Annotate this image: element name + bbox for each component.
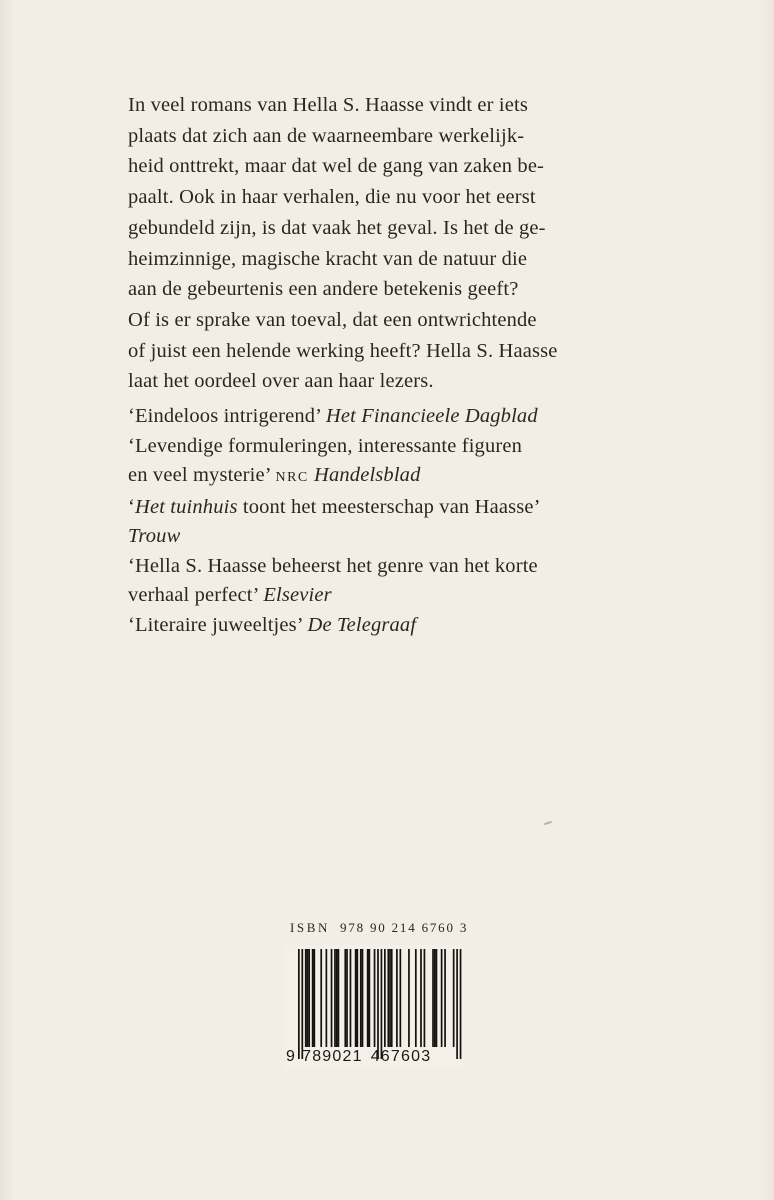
blurb-line: of juist een helende werking heeft? Hella S. Haasse <box>128 339 558 362</box>
barcode-bar <box>420 949 422 1047</box>
barcode-bar <box>434 949 436 1047</box>
barcode-bar <box>453 949 455 1047</box>
quote-text: ‘Literaire juweeltjes’ <box>128 613 303 636</box>
barcode-guard-bar <box>460 949 462 1059</box>
barcode-bar <box>312 949 314 1047</box>
blurb-line: heimzinnige, magische kracht van de natuur die <box>128 247 528 270</box>
press-quote-continued <box>128 461 648 493</box>
press-quote <box>128 493 648 523</box>
barcode-bar <box>360 949 362 1047</box>
press-quote <box>128 432 648 462</box>
barcode-bar <box>436 949 438 1047</box>
barcode-bar <box>387 949 389 1047</box>
barcode-guard-bar <box>456 949 458 1059</box>
press-quotes <box>128 402 648 640</box>
barcode-guard-bar <box>301 949 303 1059</box>
quote-source: Trouw <box>128 525 181 547</box>
barcode-bar <box>313 949 315 1047</box>
barcode-bar <box>305 949 307 1047</box>
quote-book-title: Het tuinhuis <box>134 495 238 518</box>
blurb-line: paalt. Ook in haar verhalen, die nu voor het eerst <box>128 186 536 209</box>
blurb-line: aan de gebeurtenis een andere betekenis geeft? <box>128 278 519 301</box>
barcode-bar <box>355 949 357 1047</box>
barcode-bar <box>391 949 393 1047</box>
quote-source: Handelsblad <box>314 464 421 486</box>
quote-source: De Telegraaf <box>307 613 417 636</box>
barcode-bar <box>350 949 352 1047</box>
blurb-paragraph <box>128 90 628 397</box>
barcode-bar <box>374 949 376 1047</box>
blurb-line: gebundeld zijn, is dat vaak het geval. Is het de ge- <box>128 216 546 239</box>
blurb-line: laat het oordeel over aan haar lezers. <box>128 370 434 393</box>
blurb-line: In veel romans van Hella S. Haasse vindt er iets <box>128 94 529 116</box>
quote-source: Het Financieele Dagblad <box>325 405 538 427</box>
quote-text: ‘Hella S. Haasse beheerst het genre van het korte <box>128 554 538 577</box>
barcode-bar <box>424 949 426 1047</box>
barcode-bar <box>307 949 309 1047</box>
barcode-bar <box>396 949 398 1047</box>
barcode-bar <box>444 949 446 1047</box>
barcode-bar <box>344 949 346 1047</box>
blurb-line: plaats dat zich aan de waarneembare werkelijk- <box>128 124 525 147</box>
barcode-bar <box>384 949 386 1047</box>
barcode-bar <box>346 949 348 1047</box>
press-quote <box>128 611 648 641</box>
barcode-bar <box>331 949 333 1047</box>
quote-text: en veel mysterie’ <box>128 464 271 486</box>
barcode-bar <box>399 949 401 1047</box>
quote-source-prefix: NRC <box>275 470 309 485</box>
quote-text: ‘Levendige formuleringen, interessante figuren <box>128 434 522 457</box>
barcode-group-right: 467603 <box>370 1048 432 1065</box>
quote-open-mark: ‘ <box>128 495 135 518</box>
press-quote-continued <box>128 522 648 552</box>
barcode-guard-bar <box>381 949 383 1059</box>
barcode-bar <box>389 949 391 1047</box>
quote-text: toont het meesterschap van Haasse’ <box>242 495 541 518</box>
blurb-line: Of is er sprake van toeval, dat een ontwrichtende <box>128 308 537 331</box>
barcode-bar <box>369 949 371 1047</box>
barcode-bar <box>326 949 328 1047</box>
barcode-guard-bar <box>298 949 300 1059</box>
barcode-bar <box>336 949 338 1047</box>
isbn-label: ISBN <box>290 920 331 935</box>
barcode-bar <box>338 949 340 1047</box>
barcode-bar <box>408 949 410 1047</box>
barcode-group-left: 789021 <box>302 1048 363 1065</box>
barcode-first-digit: 9 <box>286 1048 297 1065</box>
quote-text: ‘Eindeloos intrigerend’ <box>128 405 321 427</box>
barcode-bar <box>308 949 310 1047</box>
quote-source: Elsevier <box>263 584 332 606</box>
barcode-bar <box>367 949 369 1047</box>
press-quote <box>128 402 648 432</box>
barcode-bar <box>320 949 322 1047</box>
barcode-bar <box>432 949 434 1047</box>
press-quote-continued <box>128 581 648 611</box>
isbn-number: 978 90 214 6760 3 <box>340 920 469 935</box>
barcode-digits <box>286 1048 431 1066</box>
barcode-bar <box>334 949 336 1047</box>
barcode-bar <box>415 949 417 1047</box>
press-quote <box>128 552 648 582</box>
blurb-line: heid onttrekt, maar dat wel de gang van zaken be- <box>128 155 545 178</box>
barcode-bar <box>362 949 364 1047</box>
isbn-line <box>290 920 468 936</box>
barcode-guard-bar <box>377 949 379 1059</box>
quote-text: verhaal perfect’ <box>128 584 259 606</box>
barcode-bar <box>441 949 443 1047</box>
barcode-bar <box>356 949 358 1047</box>
